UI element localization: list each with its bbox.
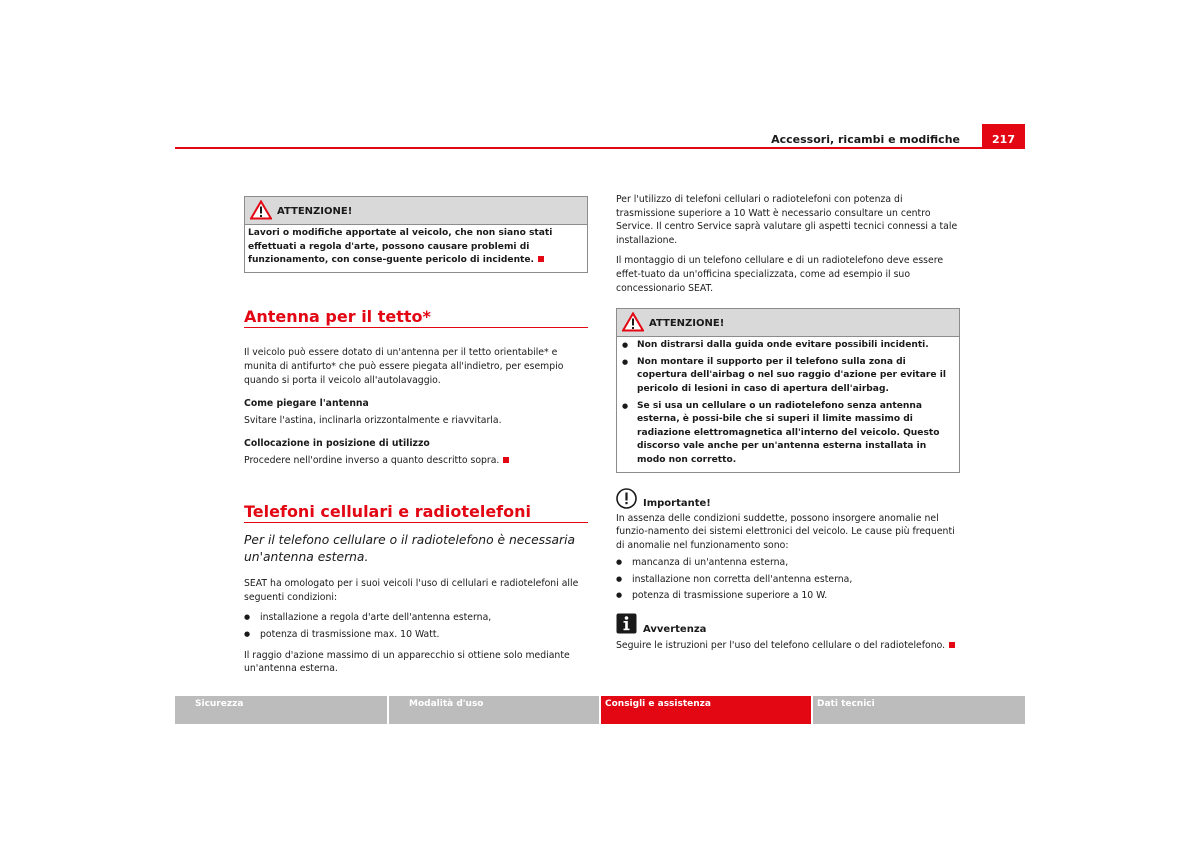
end-marker-icon [949, 642, 955, 648]
warning-text: Lavori o modifiche apportate al veicolo, che non siano stati effettuati a regola d'arte, possono causare problemi di funzionamento, con conse-guente pericolo di incidente. [248, 228, 553, 266]
warning-header [245, 197, 587, 225]
footer-tab-label: Modalità d'uso [409, 699, 484, 709]
warning-box [244, 196, 588, 273]
subheading-use-position: Collocazione in posizione di utilizzo [244, 438, 430, 450]
subheading-fold-antenna: Come piegare l'antenna [244, 398, 369, 410]
antenna-intro: Il veicolo può essere dotato di un'antenna per il tetto orientabile* e munita di antifurto* che può essere piegata all'indietro, per esempio quando si porta il veicolo all'autolavaggio. [244, 347, 564, 386]
header-rule [175, 147, 1025, 149]
list-item: ● installazione non corretta dell'antenna esterna, [616, 573, 960, 587]
importante-title: Importante! [643, 497, 711, 509]
list-item: ● potenza di trasmissione max. 10 Watt. [244, 628, 588, 642]
phones-para1: SEAT ha omologato per i suoi veicoli l'uso di cellulari e radiotelefoni alle seguenti condizioni: [244, 578, 579, 603]
phones-lead: Per il telefono cellulare o il radiotelefono è necessaria un'antenna esterna. [244, 533, 576, 565]
list-item: ● potenza di trasmissione superiore a 10 W. [616, 589, 960, 603]
end-marker-icon [538, 256, 544, 262]
left-column [244, 196, 588, 676]
use-position-text: Procedere nell'ordine inverso a quanto descritto sopra. [244, 454, 500, 466]
right-column [616, 193, 960, 653]
end-marker-icon [503, 457, 509, 463]
warning-label: ATTENZIONE! [649, 318, 725, 330]
importante-text: In assenza delle condizioni suddette, possono insorgere anomalie nel funzio-namento dei sistemi elettronici del veicolo. Le cause più frequenti di anomalie nel funzionamento sono: [616, 512, 955, 551]
info-icon [616, 613, 637, 634]
fold-antenna-text: Svitare l'astina, inclinarla orizzontalmente e riavvitarla. [244, 414, 502, 426]
right-para2: Il montaggio di un telefono cellulare e di un radiotelefono deve essere effet-tuato da un'officina specializzata, come ad esempio il suo concessionario SEAT. [616, 255, 944, 294]
footer-tab-dati-tecnici[interactable] [813, 696, 1025, 724]
exclamation-circle-icon [616, 488, 637, 509]
warning-item: ● Se si usa un cellulare o un radiotelefono senza antenna esterna, è possi-bile che si superi il limite massimo di radiazione elettromagnetica all'interno del veicolo. Questo discorso vale anche per un'antenna esterna installata in modo non corretto. [620, 400, 956, 468]
avvertenza-text: Seguire le istruzioni per l'uso del telefono cellulare o del radiotelefono. [616, 640, 946, 652]
use-position-paragraph [244, 454, 588, 468]
section-heading-antenna: Antenna per il tetto* [244, 306, 431, 326]
right-para1: Per l'utilizzo di telefoni cellulari o radiotelefoni con potenza di trasmissione superiore a 10 Watt è necessario consultare un centro Service. Il centro Service saprà valutare gli aspetti tecnici connessi a tale installazione. [616, 194, 958, 246]
heading-rule [244, 522, 588, 523]
warning-body [617, 337, 959, 471]
section-heading-phones: Telefoni cellulari e radiotelefoni [244, 501, 531, 521]
footer-tab-modalita-uso[interactable] [389, 696, 599, 724]
list-item: ● mancanza di un'antenna esterna, [616, 556, 960, 570]
warning-triangle-icon [622, 312, 644, 332]
footer-tab-sicurezza[interactable] [175, 696, 387, 724]
avvertenza-header [616, 613, 960, 637]
avvertenza-paragraph [616, 639, 960, 653]
phones-para2: Il raggio d'azione massimo di un apparecchio si ottiene solo mediante un'antenna esterna. [244, 649, 570, 675]
warning-item: ● Non distrarsi dalla guida onde evitare possibili incidenti. [620, 339, 956, 353]
footer-tab-consigli-assistenza[interactable] [601, 696, 811, 724]
footer-tab-label: Consigli e assistenza [605, 699, 711, 709]
warning-body [245, 225, 587, 272]
footer-tab-label: Sicurezza [195, 699, 244, 709]
warning-triangle-icon [250, 200, 272, 220]
chapter-title: Accessori, ricambi e modifiche [771, 133, 960, 146]
importante-header [616, 488, 960, 512]
warning-header [617, 309, 959, 337]
warning-label: ATTENZIONE! [277, 206, 353, 217]
avvertenza-title: Avvertenza [643, 624, 707, 636]
warning-item: ● Non montare il supporto per il telefono sulla zona di copertura dell'airbag o nel suo raggio d'azione per evitare il pericolo di lesioni in caso di apertura dell'airbag. [620, 356, 956, 397]
page-number: 217 [982, 124, 1025, 149]
warning-box [616, 308, 960, 472]
footer-tab-label: Dati tecnici [817, 699, 875, 709]
list-item: ● installazione a regola d'arte dell'antenna esterna, [244, 611, 588, 625]
heading-rule [244, 327, 588, 328]
